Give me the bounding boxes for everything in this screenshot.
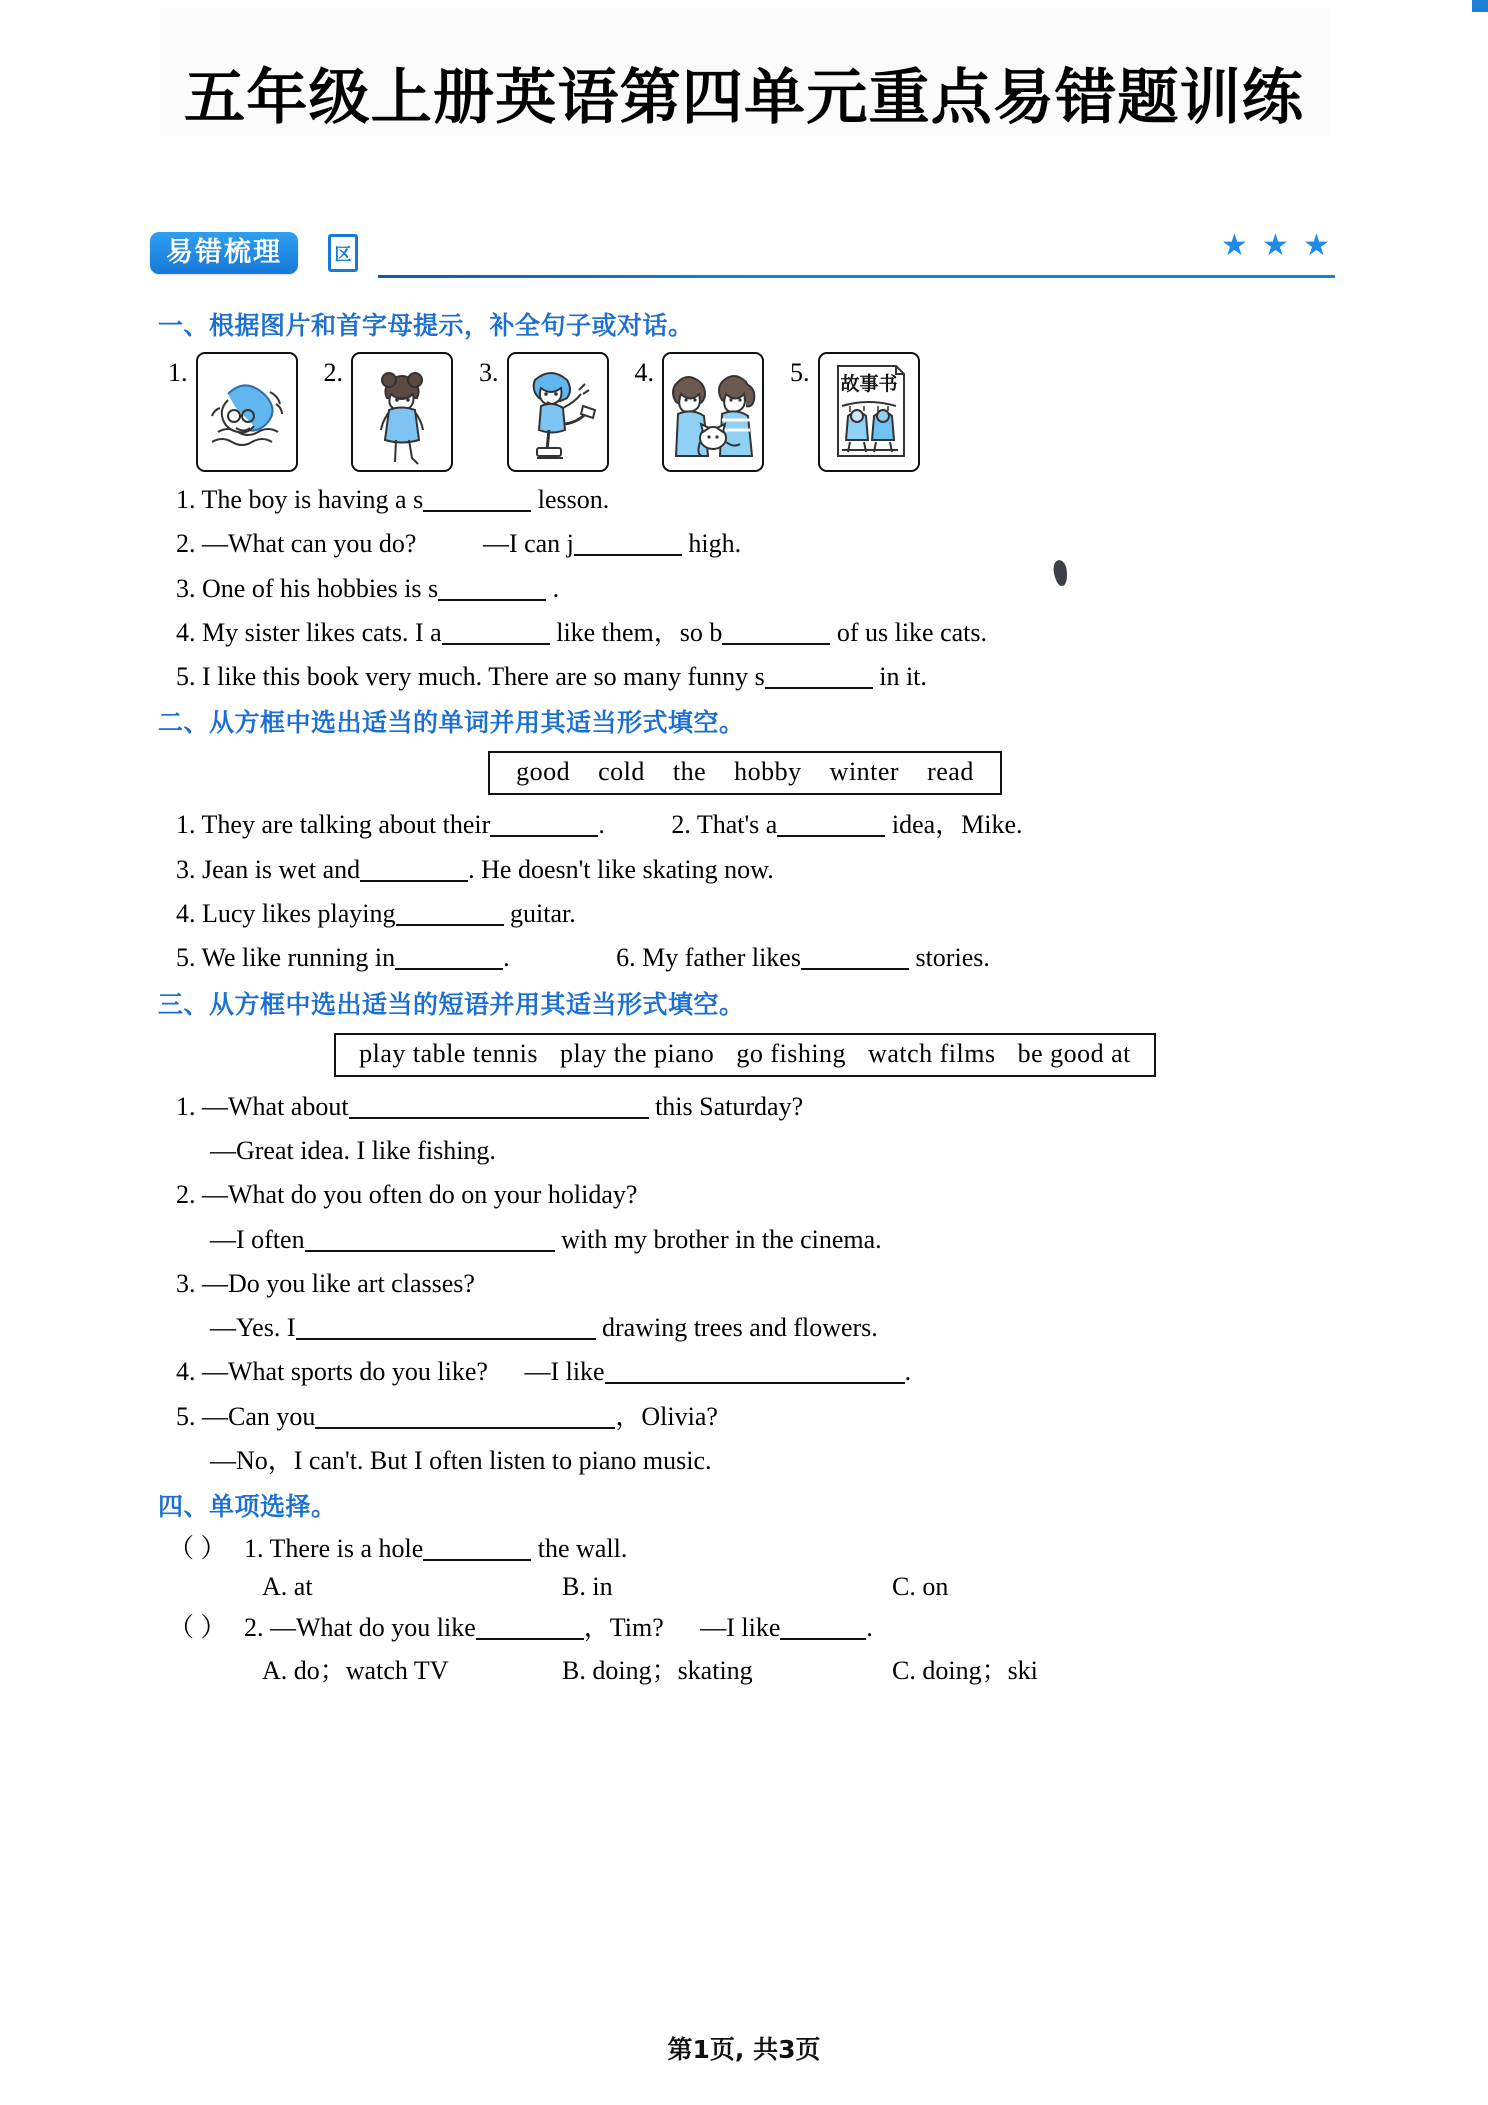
item-text-c: My father likes	[642, 943, 801, 973]
item-text-b: lesson.	[537, 485, 610, 514]
star-icon: ★	[1303, 228, 1330, 263]
answer-blank[interactable]	[605, 1362, 905, 1384]
word-bank-wrapper	[150, 751, 1340, 795]
phrase-bank-item: play the piano	[560, 1038, 715, 1068]
picture-number: 1.	[168, 358, 188, 387]
item-text-mid: —I can j	[482, 529, 574, 559]
answer-paren[interactable]: （ ）	[168, 1612, 227, 1642]
page-footer: 第1页, 共3页	[667, 2035, 821, 2064]
dialog-item	[176, 1397, 1340, 1437]
question-text-b: the wall.	[537, 1534, 628, 1564]
item-number: 2.	[176, 529, 196, 559]
item-text-d: idea，Mike.	[891, 810, 1023, 840]
swimming-picture	[196, 352, 298, 472]
item-number: 2.	[176, 1180, 196, 1210]
answer-blank[interactable]	[423, 490, 531, 512]
picture-cell	[635, 352, 765, 472]
answer-blank[interactable]	[476, 1618, 584, 1640]
item-text-a: We like running in	[201, 943, 396, 973]
phrase-bank-wrapper	[150, 1033, 1340, 1077]
reply-text-b: drawing trees and flowers.	[602, 1313, 878, 1343]
item-text-b: .	[904, 1357, 912, 1387]
item-text-a: —Can you	[202, 1401, 316, 1431]
item-text-a: The boy is having a s	[201, 485, 424, 514]
option-c[interactable]: C. doing；ski	[892, 1655, 1038, 1685]
section-heading-4: 四、单项选择。	[158, 1492, 337, 1522]
answer-blank[interactable]	[722, 623, 830, 645]
section-header	[150, 228, 1335, 288]
answer-blank[interactable]	[360, 860, 468, 882]
question-text-a: —What do you like	[270, 1612, 476, 1642]
answer-blank[interactable]	[423, 1539, 531, 1561]
item-text-c: That's a	[696, 810, 778, 840]
phrase-bank-item: watch films	[868, 1038, 996, 1068]
header-rule	[378, 275, 1335, 278]
item-number: 5.	[176, 943, 196, 973]
item-number-2: 2.	[671, 810, 691, 840]
picture-number: 5.	[790, 358, 810, 387]
reply-text-b: with my brother in the cinema.	[561, 1224, 882, 1254]
item-number: 5.	[176, 1401, 196, 1431]
dialog-item	[176, 1264, 1340, 1304]
item-text-b: like them，so b	[556, 617, 723, 647]
answer-blank[interactable]	[490, 815, 598, 837]
picture-cell	[168, 352, 298, 472]
item-text-b: high.	[688, 529, 742, 559]
answer-blank[interactable]	[305, 1230, 555, 1252]
dialog-reply	[210, 1220, 1340, 1260]
answer-blank[interactable]	[801, 948, 909, 970]
worksheet-content	[150, 300, 1340, 1693]
answer-blank[interactable]	[349, 1097, 649, 1119]
girls-with-cat-picture	[662, 352, 764, 472]
answer-blank[interactable]	[442, 623, 550, 645]
item-text-b: in it.	[879, 662, 927, 692]
question-number: 1.	[244, 1534, 264, 1564]
item-number: 3.	[176, 573, 196, 603]
fill-item	[176, 657, 1340, 697]
section-heading-1: 一、根据图片和首字母提示，补全句子或对话。	[158, 311, 694, 340]
fill-item	[176, 938, 1340, 978]
title-band	[0, 8, 1488, 148]
mcq-options	[262, 1572, 1340, 1602]
question-text-c: —I like	[700, 1612, 781, 1642]
picture-cell	[324, 352, 454, 472]
dialog-item	[176, 1352, 1340, 1392]
item-number: 1.	[176, 1091, 196, 1121]
phrase-bank-item: go fishing	[736, 1038, 847, 1068]
mcq-question	[168, 1608, 1340, 1648]
answer-blank[interactable]	[777, 815, 885, 837]
option-a[interactable]: A. at	[262, 1571, 313, 1601]
word-bank-item: winter	[829, 757, 900, 787]
item-text-a: —What about	[202, 1091, 349, 1121]
dialog-reply	[210, 1308, 1340, 1348]
picture-strip	[168, 352, 1340, 472]
phrase-bank	[334, 1033, 1156, 1077]
jumping-picture	[351, 352, 453, 472]
fill-item	[176, 480, 1340, 520]
item-text-b: . He doesn't like skating now.	[468, 854, 774, 884]
answer-blank[interactable]	[395, 948, 503, 970]
word-bank-item: hobby	[734, 757, 802, 787]
item-text-a: Lucy likes playing	[202, 899, 396, 929]
star-icon: ★	[1262, 228, 1289, 263]
badge-label: 易错梳理	[150, 232, 298, 274]
item-number-2: 6.	[616, 943, 636, 973]
item-number: 4.	[176, 1357, 196, 1387]
word-bank-item: the	[672, 757, 707, 787]
fill-item	[176, 894, 1340, 934]
option-b[interactable]: B. doing；skating	[562, 1655, 753, 1685]
option-a[interactable]: A. do；watch TV	[262, 1655, 449, 1685]
item-number: 5.	[176, 662, 196, 692]
picture-cell	[790, 352, 920, 472]
phrase-bank-item: play table tennis	[359, 1038, 539, 1068]
question-text-a: There is a hole	[269, 1534, 424, 1564]
answer-blank[interactable]	[396, 904, 504, 926]
difficulty-stars	[1221, 228, 1330, 263]
picture-number: 3.	[479, 358, 499, 387]
option-b[interactable]: B. in	[562, 1571, 613, 1601]
item-text-d: stories.	[915, 943, 990, 973]
answer-blank[interactable]	[296, 1318, 596, 1340]
word-bank-item: read	[927, 757, 974, 787]
item-number: 1.	[176, 485, 196, 514]
question-number: 2.	[244, 1612, 264, 1642]
item-text-b: .	[598, 810, 605, 840]
reply-text-a: —I often	[210, 1224, 305, 1254]
question-text-b: ，Tim?	[583, 1612, 664, 1642]
answer-blank[interactable]	[438, 579, 546, 601]
item-text-b: this Saturday?	[655, 1091, 804, 1121]
dialog-item	[176, 1087, 1340, 1127]
mcq-question	[168, 1529, 1340, 1569]
answer-blank[interactable]	[780, 1618, 866, 1640]
fill-item	[176, 805, 1340, 845]
fill-item	[176, 613, 1340, 653]
item-text-b: guitar.	[510, 899, 576, 929]
phrase-bank-item: be good at	[1017, 1038, 1131, 1068]
item-text-a: One of his hobbies is s	[202, 573, 439, 603]
mcq-options	[262, 1650, 1340, 1687]
picture-number: 2.	[323, 358, 343, 387]
item-text-a: My sister likes cats. I a	[202, 617, 442, 647]
picture-cell	[479, 352, 609, 472]
item-text-a: I like this book very much. There are so many funny s	[202, 662, 765, 692]
item-number: 4.	[176, 617, 196, 647]
option-c[interactable]: C. on	[892, 1571, 949, 1601]
fill-item	[176, 524, 1340, 564]
item-text-a: —Do you like art classes?	[202, 1268, 475, 1298]
svg-text:故事书: 故事书	[839, 373, 898, 395]
fill-item	[176, 569, 1340, 609]
document-icon: 区	[328, 234, 358, 272]
section-heading-3: 三、从方框中选出适当的短语并用其适当形式填空。	[158, 989, 745, 1019]
item-text-b: .	[503, 943, 510, 973]
section-heading-2: 二、从方框中选出适当的单词并用其适当形式填空。	[158, 708, 745, 738]
item-text-b: .	[552, 573, 560, 603]
page-title: 五年级上册英语第四单元重点易错题训练	[184, 63, 1304, 133]
answer-blank[interactable]	[315, 1407, 615, 1429]
word-bank	[488, 751, 1002, 795]
item-text-c: of us like cats.	[836, 617, 988, 647]
story-book-picture	[818, 352, 920, 472]
dialog-reply: —Great idea. I like fishing.	[210, 1135, 496, 1165]
answer-paren[interactable]: （ ）	[168, 1534, 227, 1564]
word-bank-item: cold	[598, 757, 645, 787]
item-text-b: ，Olivia?	[615, 1401, 718, 1431]
reply-text-a: —Yes. I	[210, 1313, 296, 1343]
picture-number: 4.	[634, 358, 654, 387]
item-number: 3.	[176, 1268, 196, 1298]
item-text-mid: —I like	[524, 1357, 605, 1387]
question-text-d: .	[866, 1612, 873, 1642]
dialog-reply: —No，I can't. But I often listen to piano music.	[210, 1446, 712, 1476]
star-icon: ★	[1221, 228, 1248, 263]
item-text-a: —What do you often do on your holiday?	[202, 1180, 638, 1210]
item-text-a: —What can you do?	[202, 529, 417, 559]
answer-blank[interactable]	[765, 667, 873, 689]
fill-item	[176, 850, 1340, 890]
item-text-a: Jean is wet and	[202, 854, 361, 884]
skating-picture	[507, 352, 609, 472]
answer-blank[interactable]	[574, 534, 682, 556]
item-number: 4.	[176, 899, 196, 929]
item-text-a: They are talking about their	[201, 810, 491, 840]
item-number: 1.	[176, 810, 196, 840]
item-number: 3.	[176, 854, 196, 884]
dialog-item	[176, 1175, 1340, 1215]
item-text-a: —What sports do you like?	[202, 1357, 488, 1387]
word-bank-item: good	[516, 757, 571, 787]
